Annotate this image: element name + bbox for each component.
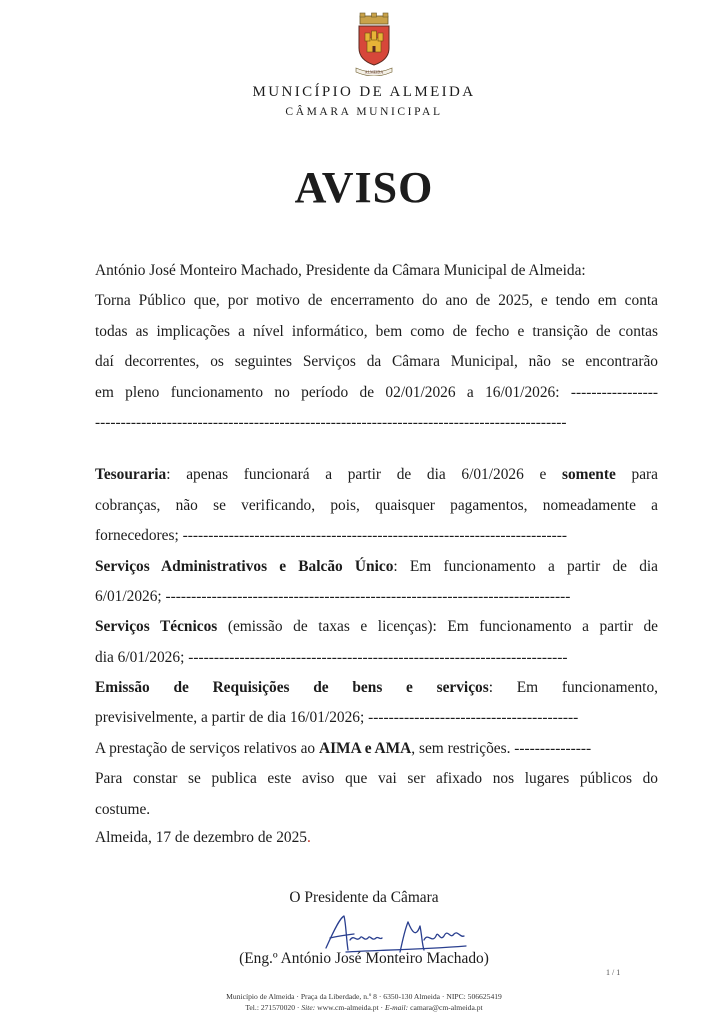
- body-line: 6/01/2026; -------------------------------------------------------------------------------: [95, 587, 571, 605]
- administrativos-paragraph: Serviços Administrativos e Balcão Único: Em funcionamento a partir de dia: [95, 557, 658, 575]
- requisicoes-label: Emissão de Requisições de bens e serviços: [95, 679, 489, 697]
- body-line: cobranças, não se verificando, pois, quaisquer pagamentos, nomeadamente a: [95, 496, 658, 514]
- document-title: AVISO: [294, 163, 434, 212]
- administrativos-label: Serviços Administrativos e Balcão Único: [95, 557, 394, 575]
- footer-contacts: Tel.: 271570020 · Site: www.cm-almeida.pt · E-mail: camara@cm-almeida.pt: [245, 1003, 483, 1012]
- body-line: António José Monteiro Machado, Presidente da Câmara Municipal de Almeida:: [95, 262, 586, 279]
- tesouraria-label: Tesouraria: [95, 466, 167, 484]
- footer-address: Município de Almeida · Praça da Liberdade, n.º 8 · 6350-130 Almeida · NIPC: 506625419: [226, 992, 502, 1001]
- body-line: Para constar se publica este aviso que vai ser afixado nos lugares públicos do: [95, 770, 658, 788]
- svg-text:ALMEIDA: ALMEIDA: [364, 69, 384, 75]
- tecnicos-paragraph: Serviços Técnicos (emissão de taxas e licenças): Em funcionamento a partir de: [95, 618, 658, 636]
- organization-name: MUNICÍPIO DE ALMEIDA: [252, 84, 476, 100]
- body-line: previsivelmente, a partir de dia 16/01/2026; -----------------------------------------: [95, 709, 579, 727]
- requisicoes-paragraph: Emissão de Requisições de bens e serviços: Em funcionamento,: [95, 679, 658, 697]
- body-line: dia 6/01/2026; --------------------------------------------------------------------------: [95, 648, 568, 666]
- body-line: todas as implicações a nível informático, bem como de fecho e transição de contas: [95, 322, 658, 340]
- website-link[interactable]: www.cm-almeida.pt ·: [315, 1003, 385, 1012]
- signatory-role: O Presidente da Câmara: [289, 889, 439, 906]
- body-line: em pleno funcionamento no período de 02/01/2026 a 16/01/2026: -----------------: [95, 383, 658, 401]
- tesouraria-paragraph: Tesouraria: apenas funcionará a partir de dia 6/01/2026 e somente para: [95, 466, 658, 484]
- email-link[interactable]: camara@cm-almeida.pt: [408, 1003, 483, 1012]
- place-date: Almeida, 17 de dezembro de 2025.: [95, 829, 311, 846]
- document-footer: [0, 991, 728, 1013]
- municipal-crest-logo: [350, 12, 398, 76]
- body-line: --------------------------------------------------------------------------------------------: [95, 413, 567, 431]
- tecnicos-label: Serviços Técnicos: [95, 618, 218, 636]
- organization-subtitle: CÂMARA MUNICIPAL: [285, 106, 443, 118]
- body-line: Torna Público que, por motivo de encerramento do ano de 2025, e tendo em conta: [95, 292, 658, 310]
- aima-paragraph: A prestação de serviços relativos ao AIMA e AMA, sem restrições. ---------------: [95, 739, 592, 757]
- body-line: daí decorrentes, os seguintes Serviços da Câmara Municipal, não se encontrarão: [95, 353, 658, 371]
- body-line: fornecedores; ---------------------------------------------------------------------------: [95, 527, 567, 545]
- notice-body: [95, 256, 658, 825]
- signatory-name: (Eng.º António José Monteiro Machado): [239, 950, 489, 967]
- body-line: costume.: [95, 800, 151, 818]
- page-number: 1 / 1: [606, 968, 621, 977]
